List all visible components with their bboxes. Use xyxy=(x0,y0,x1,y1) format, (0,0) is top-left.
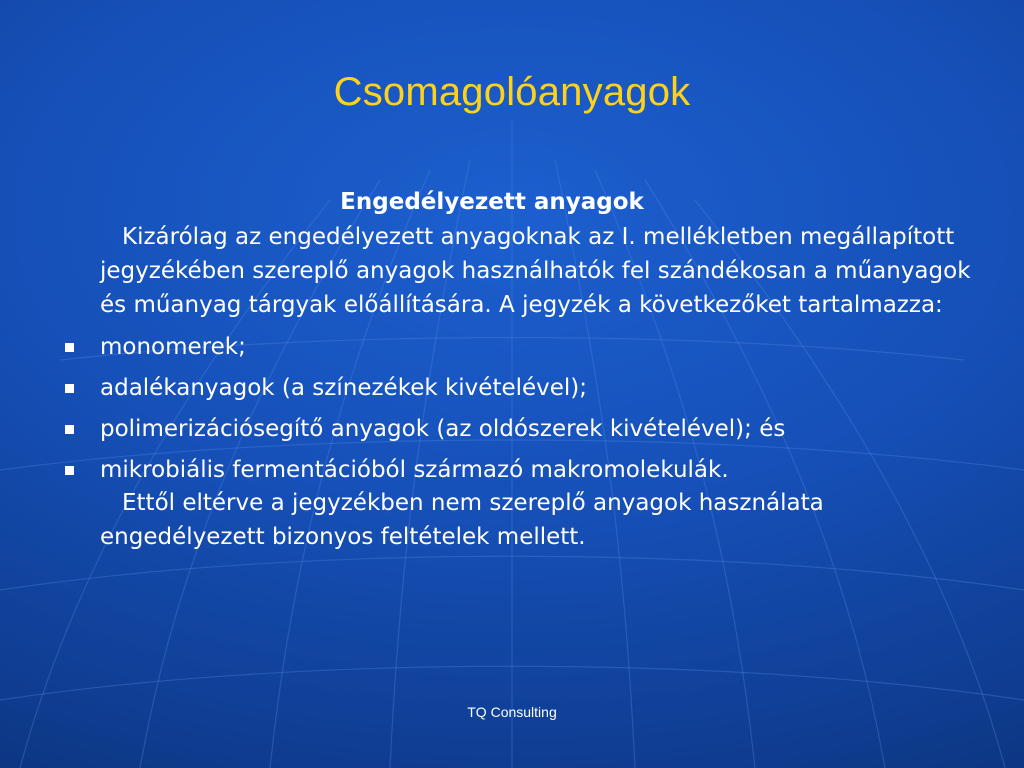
square-bullet-icon xyxy=(65,343,74,352)
bullet-item xyxy=(0,409,1024,450)
intro-paragraph: Kizárólag az engedélyezett anyagoknak az I. mellékletben megállapított jegyzékében szereplő anyagok használhatók fel szándékosan a műanyagok és műanyag tárgyak előállítására. A jegyzék a következőket tartalmazza: xyxy=(100,224,971,318)
bullet-text: monomerek; xyxy=(100,334,246,360)
bullet-item xyxy=(0,450,1024,491)
slide-body xyxy=(0,184,1024,554)
square-bullet-icon xyxy=(65,425,74,434)
section-subheading: Engedélyezett anyagok xyxy=(340,189,644,215)
bullet-list xyxy=(0,327,1024,491)
square-bullet-icon xyxy=(65,466,74,475)
bullet-text: mikrobiális fermentációból származó makromolekulák. xyxy=(100,457,729,483)
bullet-item xyxy=(0,327,1024,368)
bullet-text: adalékanyagok (a színezékek kivételével); xyxy=(100,375,588,401)
square-bullet-icon xyxy=(65,384,74,393)
footer-text: TQ Consulting xyxy=(467,704,557,720)
slide-title: Csomagolóanyagok xyxy=(333,70,691,114)
bullet-item xyxy=(0,368,1024,409)
closing-paragraph: Ettől eltérve a jegyzékben nem szereplő anyagok használata engedélyezett bizonyos feltételek mellett. xyxy=(100,490,824,550)
bullet-text: polimerizációsegítő anyagok (az oldószerek kivételével); és xyxy=(100,416,786,442)
